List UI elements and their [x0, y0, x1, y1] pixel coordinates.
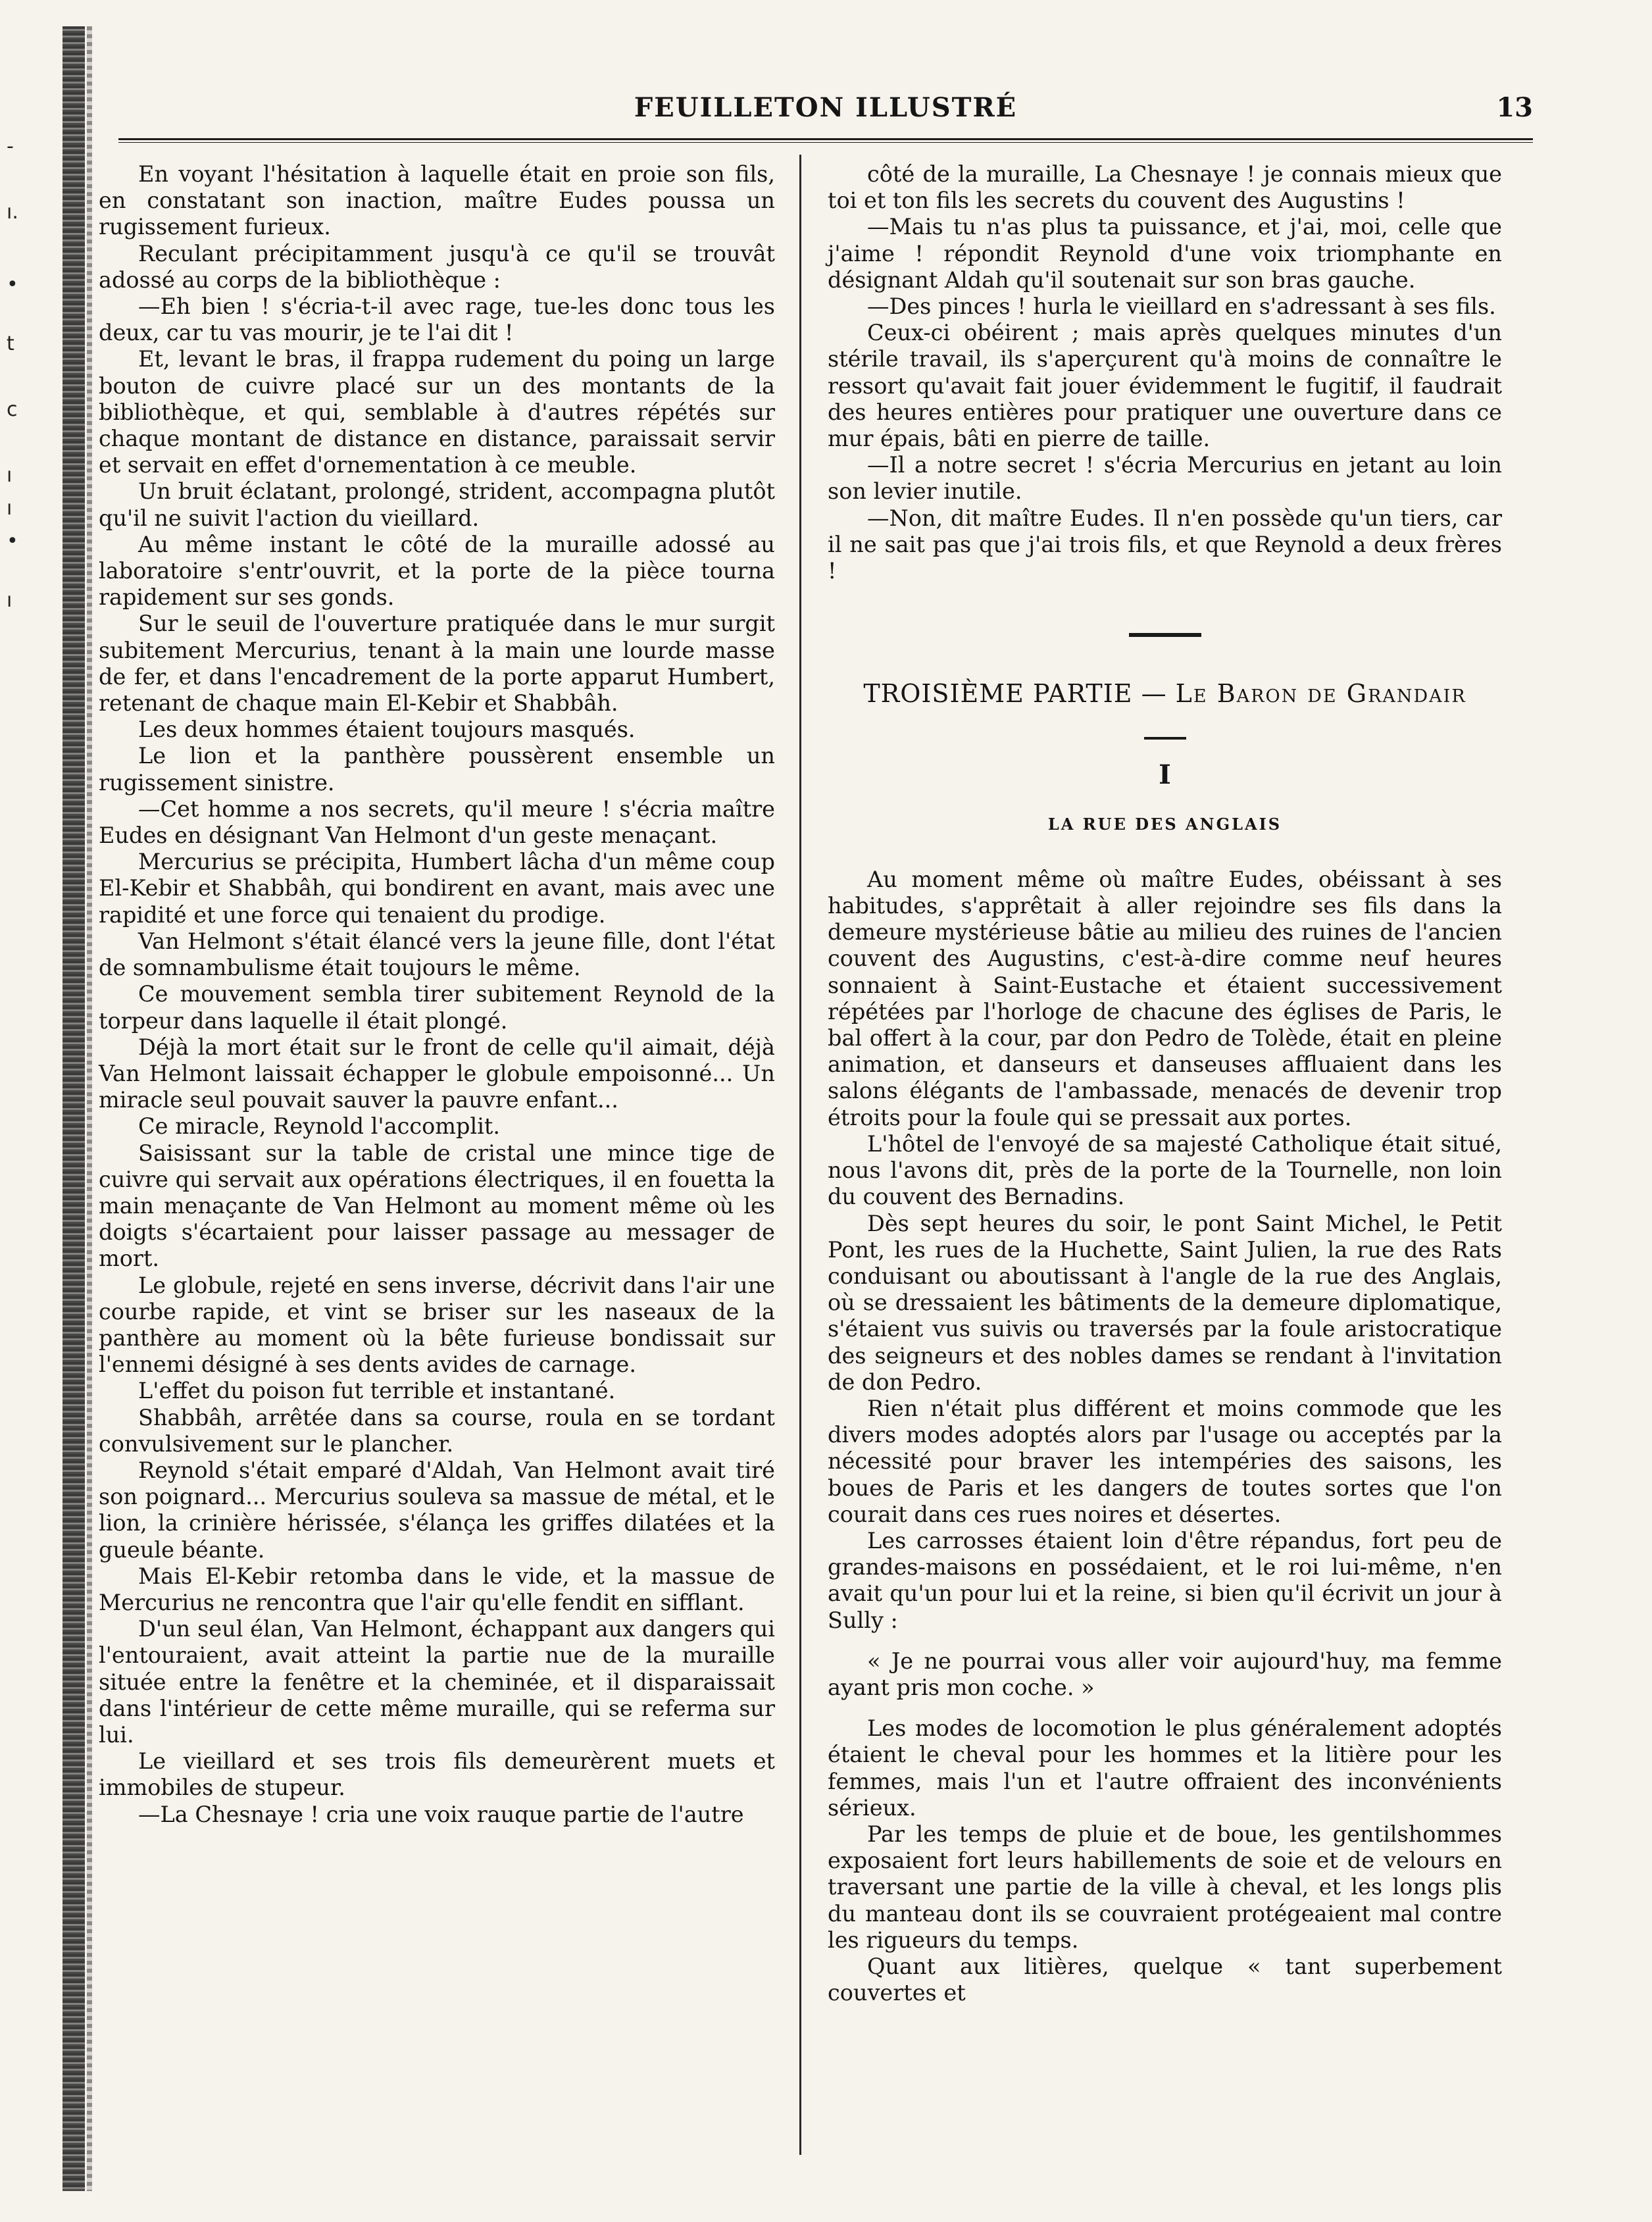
paragraph: Et, levant le bras, il frappa rudement du poing un large bouton de cuivre placé sur un des montants de la bibliothèque, et qui, semblable à d'autres répétés sur chaque montant de distance en distance, paraissait servir et servait en effet d'ornementation à ce meuble.: [99, 346, 775, 478]
spacer: [828, 1701, 1502, 1715]
margin-mark: ı: [7, 464, 13, 487]
column-divider: [799, 155, 801, 2155]
paragraph: Au même instant le côté de la muraille adossé au laboratoire s'entr'ouvrit, et la porte de la pièce tourna rapidement sur ses gonds.: [99, 531, 775, 611]
margin-mark: •: [7, 530, 18, 553]
paragraph: —Eh bien ! s'écria-t-il avec rage, tue-les donc tous les deux, car tu vas mourir, je te l'ai dit !: [99, 293, 775, 346]
paragraph: Le globule, rejeté en sens inverse, décrivit dans l'air une courbe rapide, et vint se briser sur les naseaux de la panthère au moment où la bête furieuse bondissait sur l'ennemi désigné à ses dents avides de carnage.: [99, 1272, 775, 1378]
paragraph: —Cet homme a nos secrets, qu'il meure ! s'écria maître Eudes en désignant Van Helmont d'un geste menaçant.: [99, 795, 775, 849]
margin-mark: ı: [7, 589, 13, 612]
chapter-separator: [1144, 737, 1186, 740]
margin-mark: ᴄ: [7, 398, 18, 421]
paragraph: Mais El-Kebir retomba dans le vide, et la massue de Mercurius ne rencontra que l'air qu'elle fendit en sifflant.: [99, 1563, 775, 1615]
paragraph: Les deux hommes étaient toujours masqués.: [138, 717, 636, 743]
paragraph: Saisissant sur la table de cristal une mince tige de cuivre qui servait aux opérations électriques, il en fouetta la main menaçante de Van Helmont au moment même où les doigts s'écartaient pour laisser passage au messager de mort.: [99, 1140, 775, 1272]
paragraph: Déjà la mort était sur le front de celle qu'il aimait, déjà Van Helmont laissait échapper le globule empoisonné... Un miracle seul pouvait sauver la pauvre enfant...: [99, 1034, 775, 1113]
quotation: « Je ne pourrai vous aller voir aujourd'huy, ma femme ayant pris mon coche. »: [828, 1648, 1502, 1700]
spacer: [828, 1634, 1502, 1648]
paragraph: —Il a notre secret ! s'écria Mercurius en jetant au loin son levier inutile.: [828, 452, 1502, 505]
paragraph: D'un seul élan, Van Helmont, échappant aux dangers qui l'entouraient, avait atteint la partie nue de la muraille située entre la fenêtre et la cheminée, et il disparaissait dans l'intérieur de cette même muraille, qui se referma sur lui.: [99, 1616, 775, 1748]
paragraph: Ce mouvement sembla tirer subitement Reynold de la torpeur dans laquelle il était plongé.: [99, 981, 775, 1034]
paragraph: —Des pinces ! hurla le vieillard en s'adressant à ses fils.: [867, 293, 1496, 320]
paragraph: Dès sept heures du soir, le pont Saint Michel, le Petit Pont, les rues de la Huchette, Saint Julien, la rue des Rats conduisant ou aboutissant à l'angle de la rue des Anglais, où se dressaient les bâtiments de la demeure diplomatique, s'étaient vus suivis ou traversés par la foule aristocratique des seigneurs et des nobles dames se rendant à l'invitation de don Pedro.: [828, 1210, 1502, 1395]
paragraph: —La Chesnaye ! cria une voix rauque partie de l'autre: [138, 1801, 744, 1827]
paragraph: Au moment même où maître Eudes, obéissant à ses habitudes, s'apprêtait à aller rejoindre ses fils dans la demeure mystérieuse bâtie au milieu des ruines de l'ancien couvent des Augustins, c'est-à-dire comme neuf heures sonnaient à Saint-Eustache et étaient successivement répétées par l'horloge de chacune des églises de Paris, le bal offert à la cour, par don Pedro de Tolède, était en pleine animation, et danseurs et danseuses affluaient dans les salons élégants de l'ambassade, menacés de devenir trop étroits pour la foule qui se pressait aux portes.: [828, 866, 1502, 1130]
page-number: 13: [1496, 92, 1533, 123]
right-column: [828, 161, 1502, 2006]
paragraph: Sur le seuil de l'ouverture pratiquée dans le mur surgit subitement Mercurius, tenant à la main une lourde masse de fer, et dans l'encadrement de la porte apparut Humbert, retenant de chaque main El-Kebir et Shabbâh.: [99, 611, 775, 717]
paragraph: Par les temps de pluie et de boue, les gentilshommes exposaient fort leurs habillements de soie et de velours en traversant une partie de la ville à cheval, et les longs plis du manteau dont ils se couvraient protégeaient mal contre les rigueurs du temps.: [828, 1821, 1502, 1953]
section-title: [828, 680, 1502, 707]
paragraph: En voyant l'hésitation à laquelle était en proie son fils, en constatant son inaction, maître Eudes poussa un rugissement furieux.: [99, 161, 775, 240]
left-column: [99, 161, 775, 1828]
margin-mark: ı.: [7, 201, 18, 224]
paragraph: L'hôtel de l'envoyé de sa majesté Catholique était situé, nous l'avons dit, près de la porte de la Tournelle, non loin du couvent des Bernadins.: [828, 1130, 1502, 1210]
header-rule: [118, 138, 1533, 143]
paragraph: Mercurius se précipita, Humbert lâcha d'un même coup El-Kebir et Shabbâh, qui bondirent en avant, mais avec une rapidité et une force qui tenaient du prodige.: [99, 849, 775, 928]
paragraph: Les carrosses étaient loin d'être répandus, fort peu de grandes-maisons en possédaient, et le roi lui-même, n'en avait qu'un pour lui et la reine, si bien qu'il écrivit un jour à Sully :: [828, 1527, 1502, 1633]
paragraph: Van Helmont s'était élancé vers la jeune fille, dont l'état de somnambulisme était toujours le même.: [99, 928, 775, 981]
page-binding-edge: [63, 26, 85, 2191]
paragraph: —Mais tu n'as plus ta puissance, et j'ai, moi, celle que j'aime ! répondit Reynold d'une voix triomphante en désignant Aldah qu'il soutenait sur son bras gauche.: [828, 214, 1502, 293]
margin-mark: •: [7, 273, 18, 296]
page-binding-shadow: [87, 26, 92, 2191]
paragraph: Ceux-ci obéirent ; mais après quelques minutes d'un stérile travail, ils s'aperçurent qu'à moins de connaître le ressort qu'avait fait jouer évidemment le fugitif, il faudrait des heures entières pour pratiquer une ouverture dans ce mur épais, bâti en pierre de taille.: [828, 320, 1502, 452]
paragraph: Le vieillard et ses trois fils demeurèrent muets et immobiles de stupeur.: [99, 1748, 775, 1801]
paragraph: L'effet du poison fut terrible et instantané.: [138, 1378, 616, 1404]
paragraph: côté de la muraille, La Chesnaye ! je connais mieux que toi et ton fils les secrets du couvent des Augustins !: [828, 161, 1502, 214]
chapter-title: LA RUE DES ANGLAIS: [1047, 814, 1282, 834]
paragraph: Le lion et la panthère poussèrent ensemble un rugissement sinistre.: [99, 743, 775, 795]
paragraph: Shabbâh, arrêtée dans sa course, roula en se tordant convulsivement sur le plancher.: [99, 1404, 775, 1457]
paragraph: Un bruit éclatant, prolongé, strident, accompagna plutôt qu'il ne suivit l'action du vieillard.: [99, 478, 775, 531]
paragraph: Rien n'était plus différent et moins commode que les divers modes adoptés alors par l'usage ou acceptés par la nécessité pour braver les intempéries des saisons, les boues de Paris et les dangers de toutes sortes que l'on courait dans ces rues noires et désertes.: [828, 1395, 1502, 1527]
page-header: [118, 92, 1533, 132]
paragraph: —Non, dit maître Eudes. Il n'en possède qu'un tiers, car il ne sait pas que j'ai trois fils, et que Reynold a deux frères !: [828, 505, 1502, 584]
paragraph: Ce miracle, Reynold l'accomplit.: [138, 1113, 501, 1140]
section-title-main: TROISIÈME PARTIE —: [863, 679, 1176, 709]
margin-mark: -: [7, 135, 14, 158]
paragraph: Reynold s'était emparé d'Aldah, Van Helmont avait tiré son poignard... Mercurius souleva sa massue de métal, et le lion, la crinière hérissée, s'élança les griffes dilatées et la gueule béante.: [99, 1457, 775, 1563]
paragraph: Quant aux litières, quelque « tant superbement couvertes et: [828, 1953, 1502, 2006]
margin-mark: t: [7, 332, 14, 355]
section-separator: [1129, 633, 1201, 637]
paragraph: Les modes de locomotion le plus généralement adoptés étaient le cheval pour les hommes et la litière pour les femmes, mais l'un et l'autre offraient des inconvénients sérieux.: [828, 1715, 1502, 1821]
margin-mark: ı: [7, 497, 13, 520]
section-title-subtitle: Le Baron de Grandair: [1175, 679, 1466, 709]
paragraph: Reculant précipitamment jusqu'à ce qu'il se trouvât adossé au corps de la bibliothèque :: [99, 240, 775, 293]
chapter-number: I: [1159, 759, 1171, 791]
running-title: FEUILLETON ILLUSTRÉ: [634, 92, 1018, 123]
